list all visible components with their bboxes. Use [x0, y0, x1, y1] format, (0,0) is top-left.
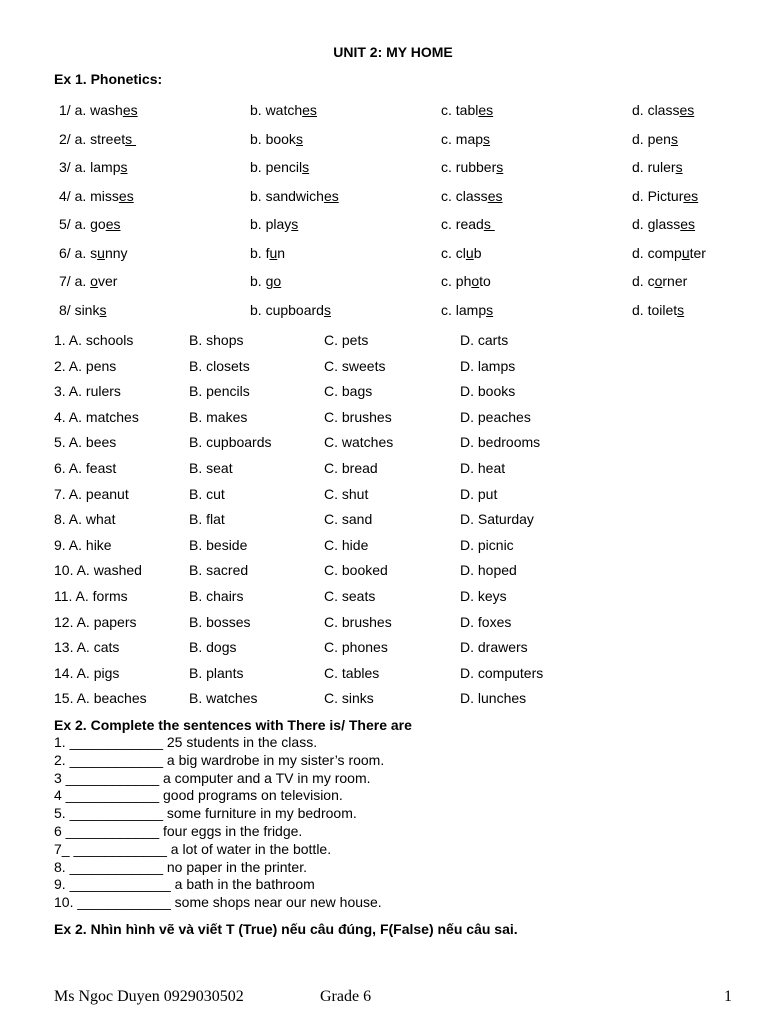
answer-option: C. sweets	[324, 357, 386, 374]
answer-option: C. hide	[324, 536, 369, 553]
answer-option: B. flat	[189, 511, 225, 528]
answer-option: B. plants	[189, 664, 244, 681]
sentence-line: 6 ____________ four eggs in the fridge.	[54, 822, 303, 839]
phonetics-option: 7/ a. over	[59, 273, 118, 289]
question-row	[0, 486, 768, 512]
answer-option: C. tables	[324, 664, 380, 681]
question-row	[0, 511, 768, 537]
phonetics-option: b. books	[250, 130, 303, 147]
answer-option: 2. A. pens	[54, 357, 117, 374]
phonetics-option: d. glasses	[632, 216, 696, 232]
answer-option: C. seats	[324, 587, 376, 604]
answer-option: D. picnic	[460, 536, 514, 553]
question-row	[0, 665, 768, 691]
answer-option: B. seat	[189, 459, 233, 476]
phonetics-option: b. watches	[250, 102, 317, 118]
ex3-heading: Ex 2. Nhìn hình vẽ và viết T (True) nếu câu đúng, F(False) nếu câu sai.	[54, 921, 518, 937]
sentence-line: 4 ____________ good programs on television.	[54, 787, 343, 804]
answer-option: D. bedrooms	[460, 434, 541, 451]
phonetics-option: 4/ a. misses	[59, 187, 134, 204]
pronunciation-table	[0, 332, 768, 716]
footer-grade: Grade 6	[320, 988, 372, 1005]
sentence-line: 3 ____________ a computer and a TV in my room.	[54, 769, 371, 786]
question-row	[0, 639, 768, 665]
page-number: 1	[724, 988, 732, 1005]
phonetics-option: b. sandwiches	[250, 187, 339, 204]
answer-option: 11. A. forms	[54, 587, 128, 604]
answer-option: D. computers	[460, 664, 544, 681]
phonetics-option: c. tables	[441, 102, 494, 118]
answer-option: 10. A. washed	[54, 562, 142, 579]
phonetics-option: c. lamps	[441, 301, 494, 318]
phonetics-row	[0, 245, 768, 274]
sentence-line: 1. ____________ 25 students in the class.	[54, 734, 318, 750]
page-title: UNIT 2: MY HOME	[333, 44, 453, 60]
answer-option: B. closets	[189, 357, 250, 374]
phonetics-row	[0, 159, 768, 188]
sentence-line: 10. ____________ some shops near our new house.	[54, 894, 382, 911]
answer-option: D. foxes	[460, 613, 512, 630]
phonetics-option: b. pencils	[250, 159, 310, 175]
phonetics-option: b. cupboards	[250, 301, 331, 318]
answer-option: D. drawers	[460, 639, 528, 656]
answer-option: 1. A. schools	[54, 332, 134, 348]
question-row	[0, 434, 768, 460]
sentence-line: 5. ____________ some furniture in my bedroom.	[54, 805, 357, 822]
answer-option: D. put	[460, 485, 498, 502]
phonetics-option: c. maps	[441, 130, 491, 147]
phonetics-option: 8/ sinks	[59, 301, 107, 318]
question-row	[0, 332, 768, 358]
ex2-heading: Ex 2. Complete the sentences with There is/ There are	[54, 717, 412, 733]
question-row	[0, 690, 768, 716]
question-row	[0, 537, 768, 563]
answer-option: B. cut	[189, 485, 225, 502]
answer-option: 15. A. beaches	[54, 690, 147, 707]
phonetics-row	[0, 302, 768, 331]
answer-option: 7. A. peanut	[54, 485, 129, 502]
ex1-heading: Ex 1. Phonetics:	[54, 71, 163, 87]
phonetics-option: 6/ a. sunny	[59, 244, 128, 261]
phonetics-table	[0, 102, 768, 330]
answer-option: D. heat	[460, 459, 506, 476]
answer-option: B. beside	[189, 536, 248, 553]
fill-in-list	[54, 734, 384, 912]
answer-option: B. cupboards	[189, 434, 272, 451]
answer-option: C. pets	[324, 332, 369, 348]
answer-option: B. bosses	[189, 613, 251, 630]
sentence-line: 7_ ____________ a lot of water in the bottle.	[54, 840, 332, 857]
answer-option: B. makes	[189, 408, 248, 425]
sentence-line: 9. _____________ a bath in the bathroom	[54, 876, 315, 893]
answer-option: B. pencils	[189, 383, 250, 400]
phonetics-option: 1/ a. washes	[59, 102, 138, 118]
sentence-line: 8. ____________ no paper in the printer.	[54, 858, 307, 875]
answer-option: C. brushes	[324, 613, 392, 630]
answer-option: 3. A. rulers	[54, 383, 121, 400]
answer-option: D. lamps	[460, 357, 516, 374]
phonetics-option: d. rulers	[632, 159, 683, 175]
answer-option: 13. A. cats	[54, 639, 120, 656]
answer-option: 12. A. papers	[54, 613, 137, 630]
answer-option: C. shut	[324, 485, 369, 502]
phonetics-option: c. classes	[441, 187, 503, 204]
answer-option: B. watches	[189, 690, 258, 707]
phonetics-option: d. pens	[632, 130, 678, 147]
answer-option: B. shops	[189, 332, 244, 348]
answer-option: D. lunches	[460, 690, 527, 707]
answer-option: C. sand	[324, 511, 373, 528]
phonetics-option: d. corner	[632, 273, 688, 289]
phonetics-option: d. computer	[632, 244, 706, 261]
phonetics-row	[0, 102, 768, 131]
phonetics-option: b. fun	[250, 244, 286, 261]
phonetics-option: c. photo	[441, 273, 491, 289]
answer-option: C. phones	[324, 639, 388, 656]
question-row	[0, 358, 768, 384]
answer-option: C. sinks	[324, 690, 374, 707]
answer-option: 6. A. feast	[54, 459, 117, 476]
footer-author: Ms Ngoc Duyen 0929030502	[54, 988, 244, 1005]
question-row	[0, 588, 768, 614]
phonetics-option: b. plays	[250, 216, 299, 232]
answer-option: C. bread	[324, 459, 378, 476]
phonetics-option: 2/ a. streets	[59, 130, 137, 147]
phonetics-option: 5/ a. goes	[59, 216, 121, 232]
answer-option: 4. A. matches	[54, 408, 139, 425]
answer-option: D. keys	[460, 587, 507, 604]
question-row	[0, 562, 768, 588]
answer-option: 14. A. pigs	[54, 664, 120, 681]
phonetics-option: 3/ a. lamps	[59, 159, 128, 175]
phonetics-row	[0, 188, 768, 217]
phonetics-row	[0, 216, 768, 245]
answer-option: B. dogs	[189, 639, 237, 656]
answer-option: D. peaches	[460, 408, 531, 425]
sentence-line: 2. ____________ a big wardrobe in my sister’s room.	[54, 751, 385, 768]
phonetics-option: d. toilets	[632, 301, 685, 318]
answer-option: C. brushes	[324, 408, 392, 425]
answer-option: D. Saturday	[460, 511, 534, 528]
phonetics-option: d. classes	[632, 102, 695, 118]
question-row	[0, 614, 768, 640]
phonetics-option: c. club	[441, 244, 482, 261]
answer-option: C. bags	[324, 383, 373, 400]
answer-option: 5. A. bees	[54, 434, 117, 451]
answer-option: C. watches	[324, 434, 394, 451]
phonetics-option: c. reads	[441, 216, 495, 232]
phonetics-row	[0, 131, 768, 160]
answer-option: 8. A. what	[54, 511, 116, 528]
answer-option: 9. A. hike	[54, 536, 112, 553]
answer-option: C. booked	[324, 562, 388, 579]
answer-option: D. carts	[460, 332, 509, 348]
answer-option: D. books	[460, 383, 516, 400]
question-row	[0, 460, 768, 486]
question-row	[0, 409, 768, 435]
question-row	[0, 383, 768, 409]
answer-option: D. hoped	[460, 562, 517, 579]
answer-option: B. sacred	[189, 562, 249, 579]
phonetics-row	[0, 273, 768, 302]
phonetics-option: b. go	[250, 273, 282, 289]
phonetics-option: c. rubbers	[441, 159, 504, 175]
answer-option: B. chairs	[189, 587, 244, 604]
phonetics-option: d. Pictures	[632, 187, 699, 204]
